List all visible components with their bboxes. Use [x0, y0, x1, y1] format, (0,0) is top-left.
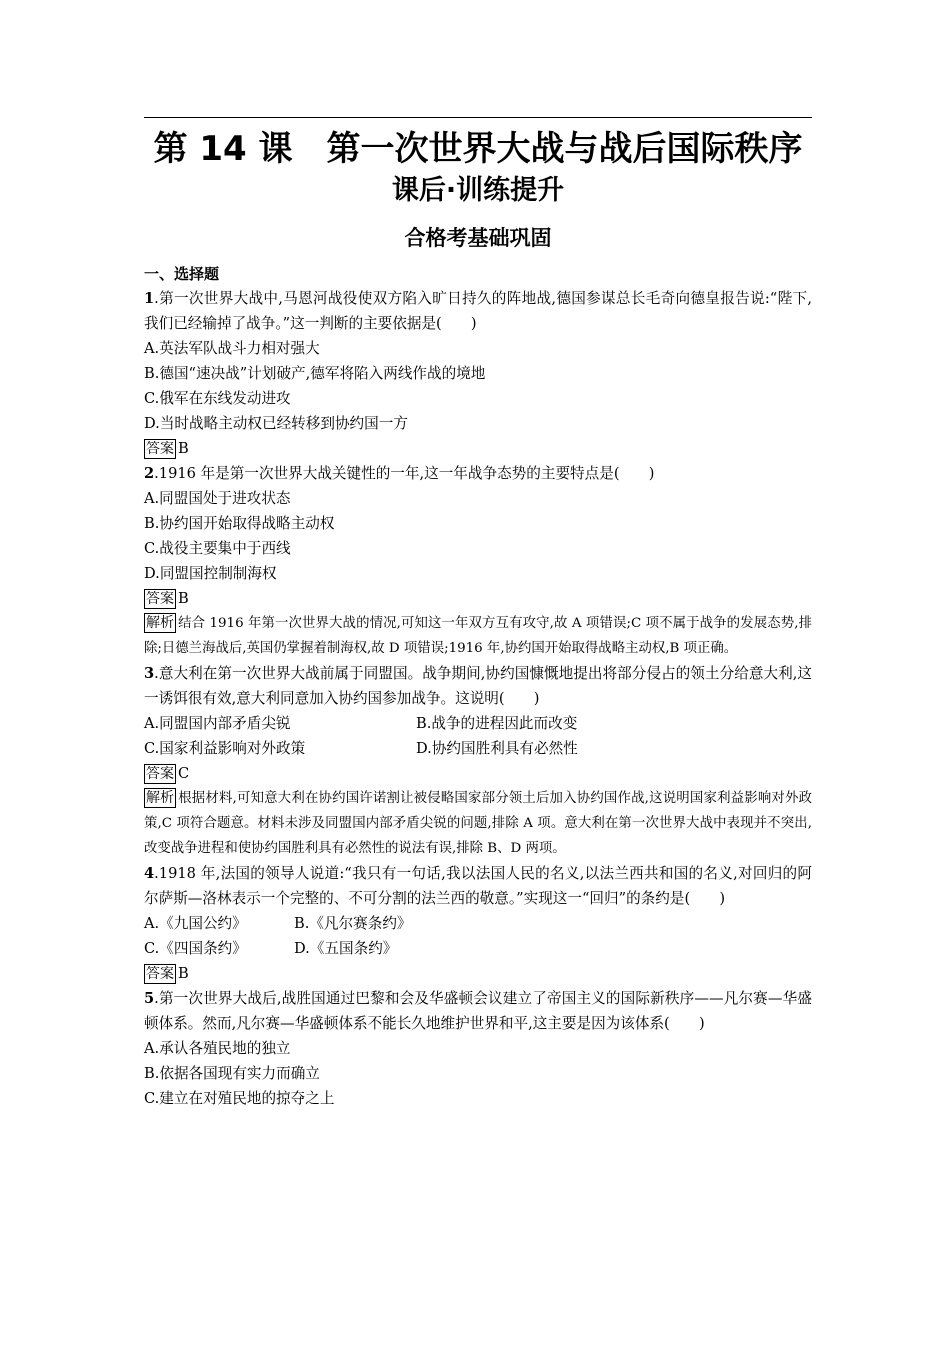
- question-number: 1: [144, 290, 155, 307]
- option-row: [144, 736, 812, 761]
- answer-tag: 答案: [146, 966, 174, 982]
- option-a: A.同盟国内部矛盾尖锐: [144, 715, 291, 732]
- question-1: [144, 286, 812, 336]
- explain-tag: 解析: [146, 615, 174, 631]
- question-3: [144, 661, 812, 711]
- top-rule: [144, 117, 812, 118]
- answer-value: B: [178, 440, 189, 457]
- option-c: C.国家利益影响对外政策: [144, 740, 306, 757]
- option-c: C.《四国条约》: [144, 940, 247, 957]
- section-heading: 合格考基础巩固: [404, 226, 552, 250]
- answer-line: [144, 761, 812, 786]
- option-row: [144, 911, 812, 936]
- answer-value: B: [178, 965, 189, 982]
- option-d: D.《五国条约》: [294, 940, 398, 957]
- answer-tag: 答案: [146, 591, 174, 607]
- option-d: D.协约国胜利具有必然性: [416, 740, 578, 757]
- question-stem: .1918 年,法国的领导人说道:“我只有一句话,我以法国人民的名义,以法兰西共和国的名义,对回归的阿尔萨斯—洛林表示一个完整的、不可分割的法兰西的敬意。”实现这一“回归”的条约是( ): [144, 865, 812, 907]
- answer-line: [144, 586, 812, 611]
- answer-tag: 答案: [146, 441, 174, 457]
- option-b: B.德国“速决战”计划破产,德军将陷入两线作战的境地: [144, 365, 486, 382]
- option-b: B.战争的进程因此而改变: [416, 715, 578, 732]
- answer-value: C: [178, 765, 190, 782]
- option-a: A.英法军队战斗力相对强大: [144, 340, 320, 357]
- answer-line: [144, 436, 812, 461]
- option-c: C.建立在对殖民地的掠夺之上: [144, 1090, 335, 1107]
- option-a: A.同盟国处于进攻状态: [144, 490, 291, 507]
- option-row: [144, 936, 812, 961]
- question-stem: .第一次世界大战后,战胜国通过巴黎和会及华盛顿会议建立了帝国主义的国际新秩序——凡尔赛—华盛顿体系。然而,凡尔赛—华盛顿体系不能长久地维护世界和平,这主要是因为该体系( ): [144, 990, 812, 1032]
- explain-tag: 解析: [146, 790, 174, 806]
- option-b: B.协约国开始取得战略主动权: [144, 515, 335, 532]
- question-stem: .第一次世界大战中,马恩河战役使双方陷入旷日持久的阵地战,德国参谋总长毛奇向德皇报告说:“陛下,我们已经输掉了战争。”这一判断的主要依据是( ): [144, 290, 812, 332]
- option-a: A.承认各殖民地的独立: [144, 1040, 291, 1057]
- option-c: C.俄军在东线发动进攻: [144, 390, 291, 407]
- explanation-text: 根据材料,可知意大利在协约国许诺割让被侵略国家部分领土后加入协约国作战,这说明国家利益影响对外政策,C 项符合题意。材料未涉及同盟国内部矛盾尖锐的问题,排除 A 项。意大利在第一次世界大战中表现并不突出,改变战争进程和使协约国胜利具有必然性的说法有误,排除 B、D 两项。: [144, 791, 812, 856]
- answer-line: [144, 961, 812, 986]
- question-number: 5: [144, 990, 155, 1007]
- option-row: [144, 711, 812, 736]
- question-stem: .1916 年是第一次世界大战关键性的一年,这一年战争态势的主要特点是( ): [154, 465, 655, 482]
- page-title: 第 14 课 第一次世界大战与战后国际秩序: [153, 129, 803, 169]
- explanation-text: 结合 1916 年第一次世界大战的情况,可知这一年双方互有攻守,故 A 项错误;C 项不属于战争的发展态势,排除;日德兰海战后,英国仍掌握着制海权,故 D 项错误;1916 年,协约国开始取得战略主动权,B 项正确。: [144, 616, 812, 656]
- option-b: B.依据各国现有实力而确立: [144, 1065, 320, 1082]
- part-heading: 一、选择题: [144, 265, 220, 283]
- page: [144, 117, 812, 1111]
- option-c: C.战役主要集中于西线: [144, 540, 291, 557]
- answer-value: B: [178, 590, 189, 607]
- page-subtitle: 课后·训练提升: [391, 175, 565, 206]
- explanation: [144, 611, 812, 661]
- question-2: [144, 461, 812, 486]
- question-5: [144, 986, 812, 1036]
- question-number: 3: [144, 665, 155, 682]
- answer-tag: 答案: [146, 766, 174, 782]
- question-number: 2: [144, 465, 155, 482]
- question-4: [144, 861, 812, 911]
- option-d: D.同盟国控制制海权: [144, 565, 277, 582]
- question-number: 4: [144, 865, 155, 882]
- question-stem: .意大利在第一次世界大战前属于同盟国。战争期间,协约国慷慨地提出将部分侵占的领土分给意大利,这一诱饵很有效,意大利同意加入协约国参加战争。这说明( ): [144, 665, 812, 707]
- option-a: A.《九国公约》: [144, 915, 247, 932]
- explanation: [144, 786, 812, 861]
- option-b: B.《凡尔赛条约》: [294, 915, 412, 932]
- option-d: D.当时战略主动权已经转移到协约国一方: [144, 415, 408, 432]
